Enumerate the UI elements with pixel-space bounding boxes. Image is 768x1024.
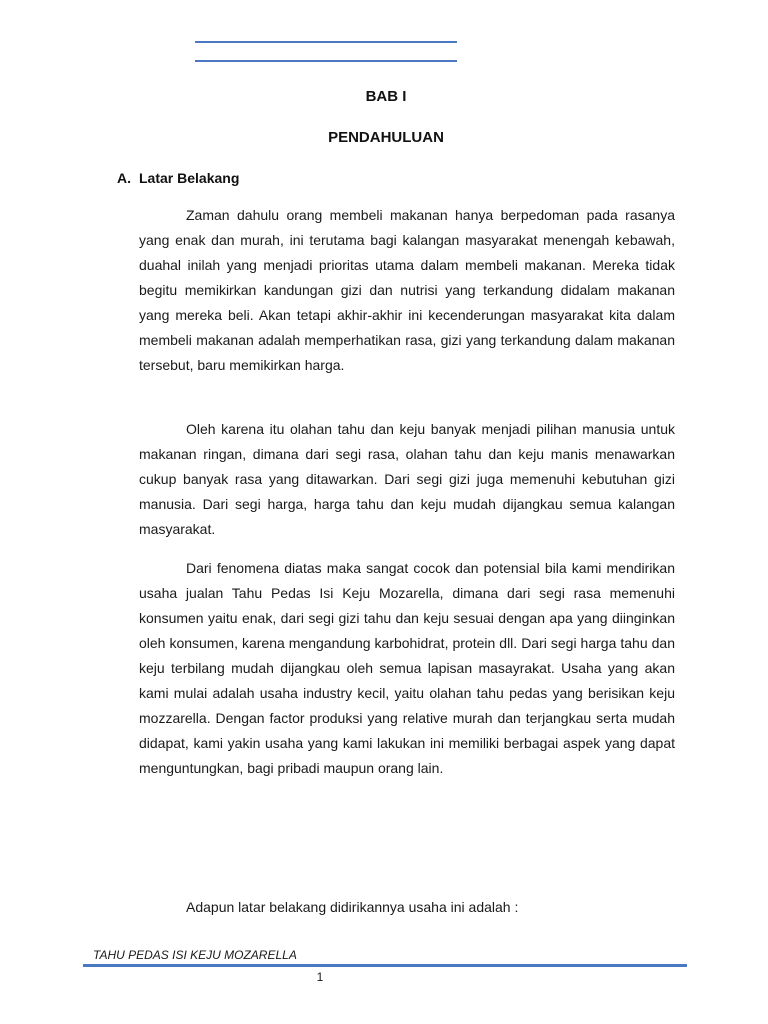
page-number: 1 (316, 970, 324, 984)
header-rule-bottom (195, 60, 457, 62)
footer-running-title: TAHU PEDAS ISI KEJU MOZARELLA (93, 948, 297, 962)
chapter-number: BAB I (365, 88, 407, 105)
paragraph-2: Oleh karena itu olahan tahu dan keju banyak menjadi pilihan manusia untuk makanan ringan, dimana dari segi rasa, olahan tahu dan keju manis menawarkan cukup banyak rasa yang ditawarkan. Dari segi gizi juga memenuhi kebutuhan gizi manusia. Dari segi harga, harga tahu dan keju mudah dijangkau semua kalangan masyarakat. (139, 421, 675, 537)
section-title: Latar Belakang (139, 170, 240, 186)
section-heading (117, 170, 239, 186)
paragraph-4: Adapun latar belakang didirikannya usaha ini adalah : (186, 899, 519, 915)
paragraph-3: Dari fenomena diatas maka sangat cocok dan potensial bila kami mendirikan usaha jualan Tahu Pedas Isi Keju Mozarella, dimana dari segi rasa memenuhi konsumen yaitu enak, dari segi gizi tahu dan keju sesuai dengan apa yang diinginkan oleh konsumen, karena mengandung karbohidrat, protein dll. Dari segi harga tahu dan keju terbilang mudah dijangkau oleh semua lapisan masayrakat. Usaha yang akan kami mulai adalah usaha industry kecil, yaitu olahan tahu pedas yang berisikan keju mozzarella. Dengan factor produksi yang relative murah dan terjangkau serta mudah didapat, kami yakin usaha yang kami lakukan ini memiliki berbagai aspek yang dapat menguntungkan, bagi pribadi maupun orang lain. (139, 560, 675, 776)
header-rule-top (195, 41, 457, 43)
section-letter: A. (117, 170, 131, 186)
chapter-title: PENDAHULUAN (328, 129, 444, 146)
paragraph-1: Zaman dahulu orang membeli makanan hanya berpedoman pada rasanya yang enak dan murah, ini terutama bagi kalangan masyarakat menengah kebawah, duahal inilah yang menjadi prioritas utama dalam membeli makanan. Mereka tidak begitu memikirkan kandungan gizi dan nutrisi yang terkandung didalam makanan yang mereka beli. Akan tetapi akhir-akhir ini kecenderungan masyarakat kita dalam membeli makanan adalah memperhatikan rasa, gizi yang terkandung dalam makanan tersebut, baru memikirkan harga. (139, 207, 675, 373)
footer-rule (83, 964, 687, 967)
